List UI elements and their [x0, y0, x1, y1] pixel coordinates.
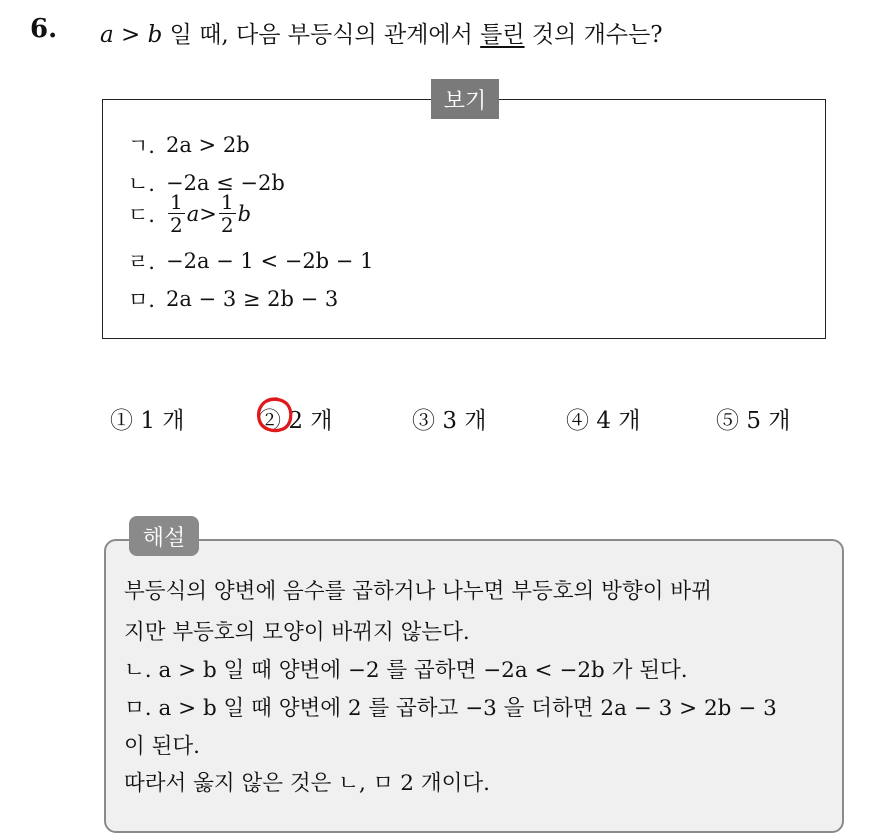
var-b: b	[147, 22, 163, 48]
choice-text: 1 개	[140, 408, 185, 434]
explanation-line-1: 부등식의 양변에 음수를 곱하거나 나누면 부등호의 방향이 바뀌	[124, 579, 712, 604]
choice-mark: ①	[110, 408, 133, 434]
var-a: a	[186, 201, 200, 226]
choice-mark: ③	[412, 408, 435, 434]
frac-num: 1	[220, 190, 234, 214]
bogi-item-5	[128, 284, 338, 314]
bogi-item-label: ㄹ.	[128, 250, 155, 274]
explanation-line-4: ㅁ. a > b 일 때 양변에 2 를 곱하고 −3 을 더하면 2a − 3 > 2b − 3	[124, 696, 777, 721]
question-text-before: 일 때, 다음 부등식의 관계에서	[162, 22, 481, 48]
frac-num: 1	[170, 190, 183, 214]
explanation-tag: 해설	[129, 516, 199, 556]
answer-circle-icon	[255, 395, 295, 435]
bogi-item-label: ㅁ.	[128, 288, 155, 312]
fraction-half-b	[219, 192, 236, 235]
frac-den: 2	[220, 213, 234, 237]
choice-mark: ⑤	[716, 408, 739, 434]
choice-4[interactable]	[566, 402, 640, 435]
choice-text: 2 개	[288, 408, 333, 434]
bogi-item-4	[128, 246, 373, 276]
bogi-tag: 보기	[431, 79, 499, 119]
choice-3[interactable]	[412, 402, 486, 435]
choice-1[interactable]	[110, 402, 184, 435]
choice-mark: ④	[566, 408, 589, 434]
choice-mark: ②	[258, 408, 281, 434]
bogi-item-expr: 2a − 3 ≥ 2b − 3	[166, 287, 339, 311]
explanation-line-2: 지만 부등호의 모양이 바뀌지 않는다.	[124, 620, 470, 645]
bogi-item-expr: −2a − 1 < −2b − 1	[166, 249, 374, 273]
bogi-item-label: ㄱ.	[128, 134, 155, 158]
choice-text: 5 개	[746, 408, 791, 434]
var-a: a	[100, 22, 114, 48]
choice-text: 4 개	[596, 408, 641, 434]
gt-sign: >	[199, 201, 217, 226]
choice-5[interactable]	[716, 402, 790, 435]
bogi-item-1	[128, 130, 250, 160]
frac-den: 2	[170, 213, 183, 237]
bogi-item-label: ㄷ.	[128, 202, 155, 227]
question-underlined: 틀린	[480, 22, 525, 48]
explanation-line-5: 이 된다.	[124, 734, 200, 759]
bogi-item-expr: −2a ≤ −2b	[166, 171, 285, 195]
bogi-item-expr: 2a > 2b	[166, 133, 250, 157]
question-number: 6.	[30, 14, 58, 44]
explanation-line-6: 따라서 옳지 않은 것은 ㄴ, ㅁ 2 개이다.	[124, 771, 490, 796]
choice-text: 3 개	[442, 408, 487, 434]
bogi-item-3	[128, 192, 251, 235]
gt-sign: >	[113, 22, 148, 48]
explanation-line-3: ㄴ. a > b 일 때 양변에 −2 를 곱하면 −2a < −2b 가 된다.	[124, 658, 688, 683]
var-b: b	[237, 201, 252, 226]
fraction-half-a	[168, 192, 185, 235]
question-text-after: 것의 개수는?	[524, 22, 663, 48]
question-text	[100, 16, 663, 49]
bogi-item-label: ㄴ.	[128, 172, 155, 196]
